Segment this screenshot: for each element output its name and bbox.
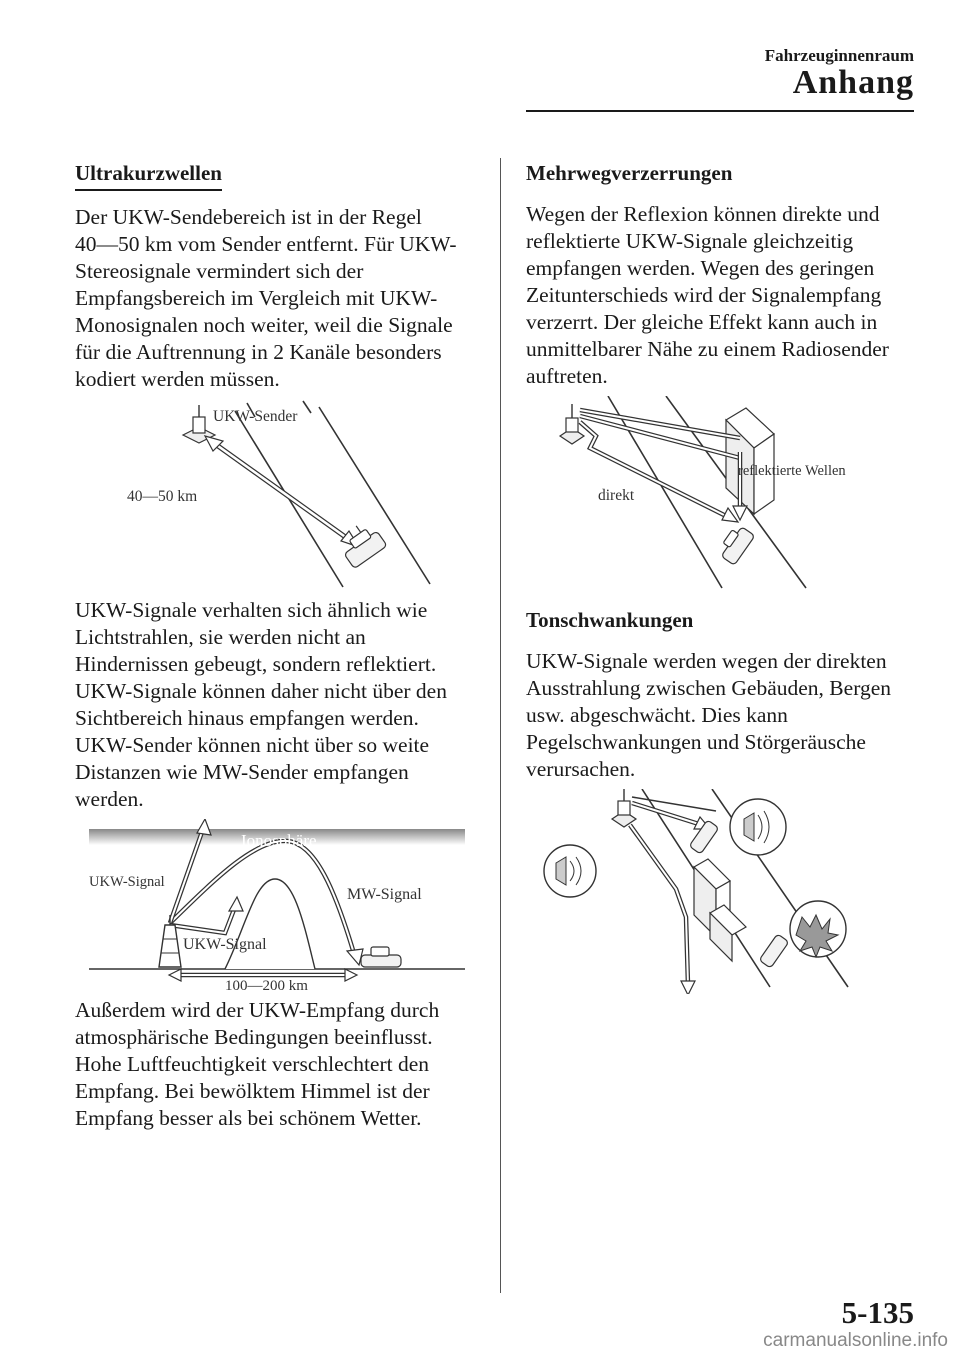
paragraph-fading: UKW-Signale werden wegen der direkten Ausstrahlung zwischen Gebäuden, Bergen usw. abgeschwächt. Dies kann Pegelschwankungen und Störgeräusche verursachen. <box>526 649 892 781</box>
paragraph-atmosphere: Außerdem wird der UKW-Empfang durch atmosphärische Bedingungen beeinflusst. Hohe Luftfeuchtigkeit verschlechtert den Empfang. Bei bewölktem Himmel ist der Empfang besser als bei schönem Wetter. <box>75 998 440 1130</box>
figure-ukw-range <box>75 399 470 589</box>
tower-icon <box>159 915 181 967</box>
right-column <box>526 160 921 1002</box>
column-divider <box>500 158 501 1293</box>
figure-fading <box>526 789 921 994</box>
fading-diagram <box>526 789 921 994</box>
header-chapter-title: Anhang <box>792 64 914 101</box>
label-distance-40-50: 40―50 km <box>127 488 198 505</box>
header-section-title: Fahrzeuginnenraum <box>764 46 914 65</box>
car-icon <box>759 934 789 968</box>
car-icon <box>689 820 719 854</box>
paragraph-multipath: Wegen der Reflexion können direkte und reflektierte UKW-Signale gleichzeitig empfangen werden. Wegen des geringen Zeitunterschieds wird der Signalempfang verzerrt. Der gleiche Effekt kann auch in unmittelbarer Nähe zu einem Radiosender auftreten. <box>526 202 889 388</box>
label-direkt: direkt <box>598 487 635 504</box>
heading-mehrwegverzerrungen: Mehrwegverzerrungen <box>526 161 733 185</box>
paragraph-ukw-range: Der UKW-Sendebereich ist in der Regel 40―50 km vom Sender entfernt. Für UKW-Stereosignale vermindert sich der Empfangsbereich im Vergleich mit UKW-Monosignalen noch weiter, weil die Signale für die Auftrennung in 2 Kanäle besonders kodiert werden müssen. <box>75 205 457 391</box>
noise-bubble-icon <box>790 901 846 957</box>
label-ukw-sender: UKW-Sender <box>213 408 298 425</box>
label-ionosphaere: Ionosphäre <box>241 831 317 850</box>
speaker-bubble-icon <box>730 799 786 855</box>
paragraph-ukw-behaviour: UKW-Signale verhalten sich ähnlich wie Lichtstrahlen, sie werden nicht an Hindernissen gebeugt, sondern reflektiert. UKW-Signale können daher nicht über den Sichtbereich hinaus empfangen werden. UKW-Sender können nicht über so weite Distanzen wie MW-Sender empfangen werden. <box>75 598 447 811</box>
car-icon <box>361 947 401 967</box>
heading-ultrakurzwellen: Ultrakurzwellen <box>75 160 222 191</box>
label-reflektierte-wellen: reflektierte Wellen <box>738 463 846 479</box>
page-number: 5-135 <box>841 1295 914 1330</box>
label-ukw-signal-upper: UKW-Signal <box>89 874 165 890</box>
multipath-diagram <box>526 396 921 591</box>
label-distance-100-200: 100―200 km <box>225 978 308 994</box>
watermark[interactable]: carmanualsonline.info <box>763 1330 948 1351</box>
building-icon <box>694 859 746 961</box>
speaker-bubble-icon <box>544 845 596 897</box>
car-icon <box>716 523 755 565</box>
car-icon <box>335 518 387 569</box>
antenna-icon <box>612 789 636 827</box>
figure-ionosphere <box>75 819 470 994</box>
label-mw-signal: MW-Signal <box>347 886 422 903</box>
heading-tonschwankungen: Tonschwankungen <box>526 608 694 632</box>
header-rule <box>526 110 914 112</box>
figure-multipath <box>526 396 921 591</box>
label-ukw-signal-lower: UKW-Signal <box>183 936 267 953</box>
left-column <box>75 160 470 1132</box>
